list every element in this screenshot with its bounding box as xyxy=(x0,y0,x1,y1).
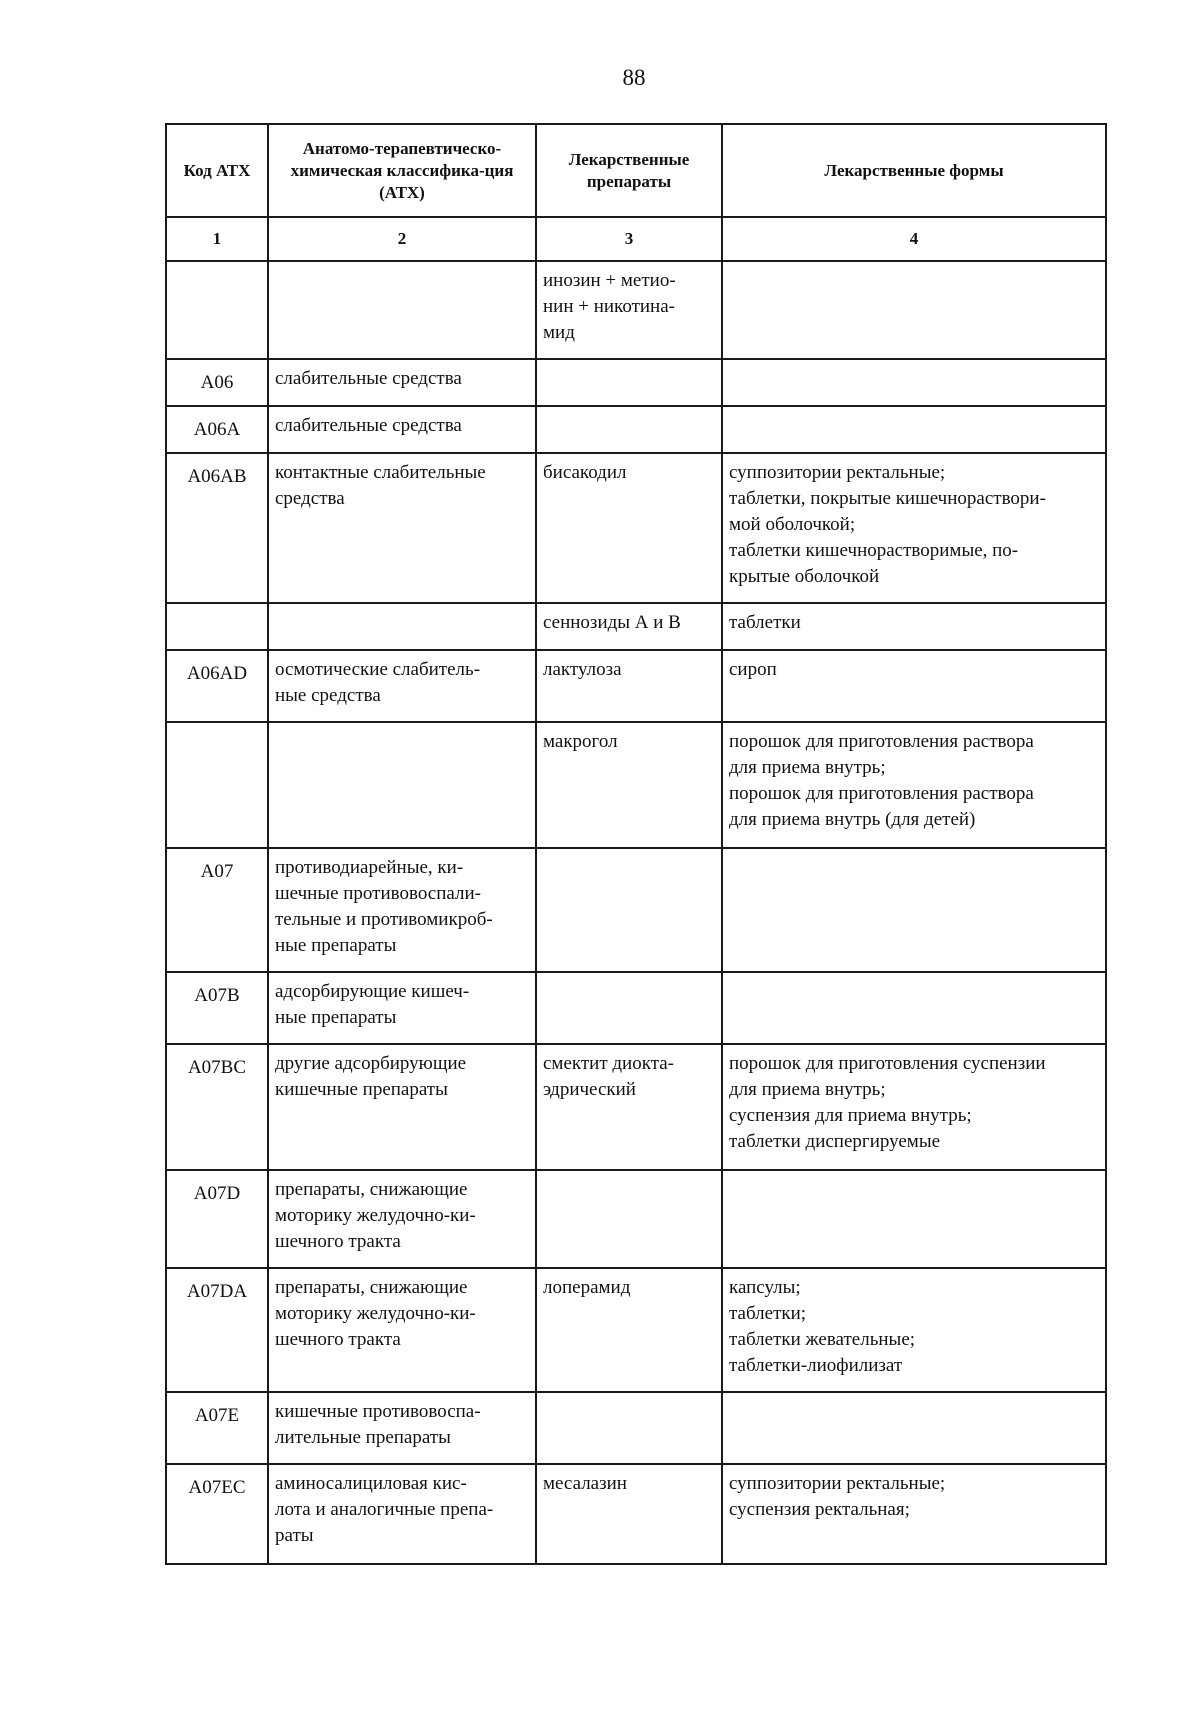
classification-line: аминосалициловая кис- xyxy=(275,1473,467,1494)
classification-line: моторику желудочно-ки- xyxy=(275,1303,476,1324)
dosage-forms-line: таблетки диспергируемые xyxy=(729,1131,941,1152)
header-drugs: Лекарственные препараты xyxy=(536,124,722,217)
classification-line: слабительные средства xyxy=(275,415,462,436)
classification-line: ные препараты xyxy=(275,1007,397,1028)
column-number: 3 xyxy=(536,217,722,261)
atx-code-cell: A07B xyxy=(166,972,268,1044)
dosage-forms-line: суппозитории ректальные; xyxy=(729,462,946,483)
table-row xyxy=(166,972,1106,1044)
drug-line: нин + никотина- xyxy=(543,296,675,317)
atx-code-cell: A06 xyxy=(166,359,268,406)
atx-code-cell: A07D xyxy=(166,1170,268,1268)
dosage-forms-cell xyxy=(722,453,1106,603)
drug-line: бисакодил xyxy=(543,462,627,483)
drug-cell xyxy=(536,406,722,453)
dosage-forms-line: суспензия для приема внутрь; xyxy=(729,1105,972,1126)
dosage-forms-line: таблетки, покрытые кишечнораствори- xyxy=(729,488,1046,509)
drug-line: мид xyxy=(543,322,575,343)
classification-cell xyxy=(268,650,536,722)
dosage-forms-cell xyxy=(722,261,1106,359)
drug-cell xyxy=(536,848,722,972)
header-row xyxy=(166,124,1106,217)
drug-cell xyxy=(536,1170,722,1268)
dosage-forms-cell xyxy=(722,1170,1106,1268)
table-row xyxy=(166,1268,1106,1392)
classification-line: другие адсорбирующие xyxy=(275,1053,467,1074)
classification-cell xyxy=(268,1464,536,1564)
drug-line: сеннозиды А и В xyxy=(543,612,681,633)
dosage-forms-cell xyxy=(722,359,1106,406)
table-row xyxy=(166,453,1106,603)
atx-code-cell xyxy=(166,603,268,650)
atx-code-cell xyxy=(166,722,268,848)
classification-cell xyxy=(268,453,536,603)
page-number: 88 xyxy=(622,65,646,90)
column-number: 1 xyxy=(166,217,268,261)
classification-cell xyxy=(268,1268,536,1392)
atx-code-cell: A06AB xyxy=(166,453,268,603)
table-row xyxy=(166,359,1106,406)
classification-cell xyxy=(268,1044,536,1170)
classification-line: тельные и противомикроб- xyxy=(275,909,493,930)
drug-line: месалазин xyxy=(543,1473,627,1494)
table-row xyxy=(166,1170,1106,1268)
dosage-forms-line: таблетки; xyxy=(729,1303,807,1324)
classification-cell xyxy=(268,848,536,972)
drug-cell xyxy=(536,972,722,1044)
table-row xyxy=(166,1392,1106,1464)
drug-cell xyxy=(536,1044,722,1170)
drug-cell xyxy=(536,722,722,848)
table-row xyxy=(166,650,1106,722)
dosage-forms-cell xyxy=(722,722,1106,848)
dosage-forms-line: для приема внутрь; xyxy=(729,1079,886,1100)
dosage-forms-cell xyxy=(722,650,1106,722)
dosage-forms-cell xyxy=(722,1044,1106,1170)
classification-cell xyxy=(268,1170,536,1268)
classification-line: моторику желудочно-ки- xyxy=(275,1205,476,1226)
table-row xyxy=(166,1464,1106,1564)
atx-code-cell: A07EC xyxy=(166,1464,268,1564)
table-row xyxy=(166,261,1106,359)
dosage-forms-line: для приема внутрь; xyxy=(729,757,886,778)
atx-code-cell: A06AD xyxy=(166,650,268,722)
classification-line: препараты, снижающие xyxy=(275,1277,468,1298)
dosage-forms-line: крытые оболочкой xyxy=(729,566,880,587)
classification-line: противодиарейные, ки- xyxy=(275,857,464,878)
column-number: 2 xyxy=(268,217,536,261)
dosage-forms-line: таблетки xyxy=(729,612,801,633)
classification-line: лительные препараты xyxy=(275,1427,451,1448)
header-forms: Лекарственные формы xyxy=(722,124,1106,217)
dosage-forms-line: мой оболочкой; xyxy=(729,514,856,535)
atx-code-cell: A07BC xyxy=(166,1044,268,1170)
classification-line: шечного тракта xyxy=(275,1329,401,1350)
drug-line: эдрический xyxy=(543,1079,636,1100)
dosage-forms-cell xyxy=(722,1268,1106,1392)
classification-line: шечные противовоспали- xyxy=(275,883,481,904)
drug-cell xyxy=(536,1464,722,1564)
classification-line: ные препараты xyxy=(275,935,397,956)
atx-code-cell: A06A xyxy=(166,406,268,453)
classification-line: шечного тракта xyxy=(275,1231,401,1252)
header-classification: Анатомо-терапевтическо-химическая классифика-ция (АТХ) xyxy=(268,124,536,217)
drug-line: смектит диокта- xyxy=(543,1053,675,1074)
dosage-forms-line: таблетки жевательные; xyxy=(729,1329,916,1350)
dosage-forms-cell xyxy=(722,1464,1106,1564)
column-number: 4 xyxy=(722,217,1106,261)
atx-code-cell: A07E xyxy=(166,1392,268,1464)
drug-line: макрогол xyxy=(543,731,618,752)
classification-line: средства xyxy=(275,488,345,509)
drug-cell xyxy=(536,359,722,406)
dosage-forms-line: сироп xyxy=(729,659,777,680)
drug-line: лактулоза xyxy=(543,659,622,680)
classification-cell xyxy=(268,359,536,406)
classification-line: кишечные противовоспа- xyxy=(275,1401,481,1422)
classification-line: осмотические слабитель- xyxy=(275,659,481,680)
table-body xyxy=(166,261,1106,1564)
dosage-forms-cell xyxy=(722,603,1106,650)
classification-cell xyxy=(268,722,536,848)
table-row xyxy=(166,848,1106,972)
dosage-forms-line: порошок для приготовления раствора xyxy=(729,731,1034,752)
classification-cell xyxy=(268,261,536,359)
classification-line: кишечные препараты xyxy=(275,1079,448,1100)
drug-cell xyxy=(536,603,722,650)
column-number-row xyxy=(166,217,1106,261)
atx-table xyxy=(165,123,1107,1565)
drug-cell xyxy=(536,453,722,603)
classification-cell xyxy=(268,603,536,650)
classification-line: ные средства xyxy=(275,685,381,706)
dosage-forms-cell xyxy=(722,406,1106,453)
classification-cell xyxy=(268,1392,536,1464)
atx-code-cell: A07DA xyxy=(166,1268,268,1392)
dosage-forms-line: таблетки кишечнорастворимые, по- xyxy=(729,540,1019,561)
drug-cell xyxy=(536,650,722,722)
classification-line: слабительные средства xyxy=(275,368,462,389)
drug-line: лоперамид xyxy=(543,1277,631,1298)
table-row xyxy=(166,603,1106,650)
header-code: Код АТХ xyxy=(166,124,268,217)
classification-line: лота и аналогичные препа- xyxy=(275,1499,494,1520)
dosage-forms-line: порошок для приготовления суспензии xyxy=(729,1053,1046,1074)
dosage-forms-line: суппозитории ректальные; xyxy=(729,1473,946,1494)
table-row xyxy=(166,406,1106,453)
drug-cell xyxy=(536,1268,722,1392)
drug-cell xyxy=(536,261,722,359)
classification-cell xyxy=(268,406,536,453)
table-row xyxy=(166,1044,1106,1170)
classification-line: препараты, снижающие xyxy=(275,1179,468,1200)
dosage-forms-line: порошок для приготовления раствора xyxy=(729,783,1034,804)
dosage-forms-line: таблетки-лиофилизат xyxy=(729,1355,903,1376)
atx-code-cell: A07 xyxy=(166,848,268,972)
classification-line: контактные слабительные xyxy=(275,462,486,483)
table-row xyxy=(166,722,1106,848)
classification-cell xyxy=(268,972,536,1044)
dosage-forms-cell xyxy=(722,848,1106,972)
drug-line: инозин + метио- xyxy=(543,270,676,291)
dosage-forms-line: капсулы; xyxy=(729,1277,801,1298)
dosage-forms-cell xyxy=(722,972,1106,1044)
classification-line: адсорбирующие кишеч- xyxy=(275,981,470,1002)
atx-code-cell xyxy=(166,261,268,359)
classification-line: раты xyxy=(275,1525,314,1546)
dosage-forms-line: для приема внутрь (для детей) xyxy=(729,809,976,830)
drug-cell xyxy=(536,1392,722,1464)
dosage-forms-cell xyxy=(722,1392,1106,1464)
dosage-forms-line: суспензия ректальная; xyxy=(729,1499,910,1520)
